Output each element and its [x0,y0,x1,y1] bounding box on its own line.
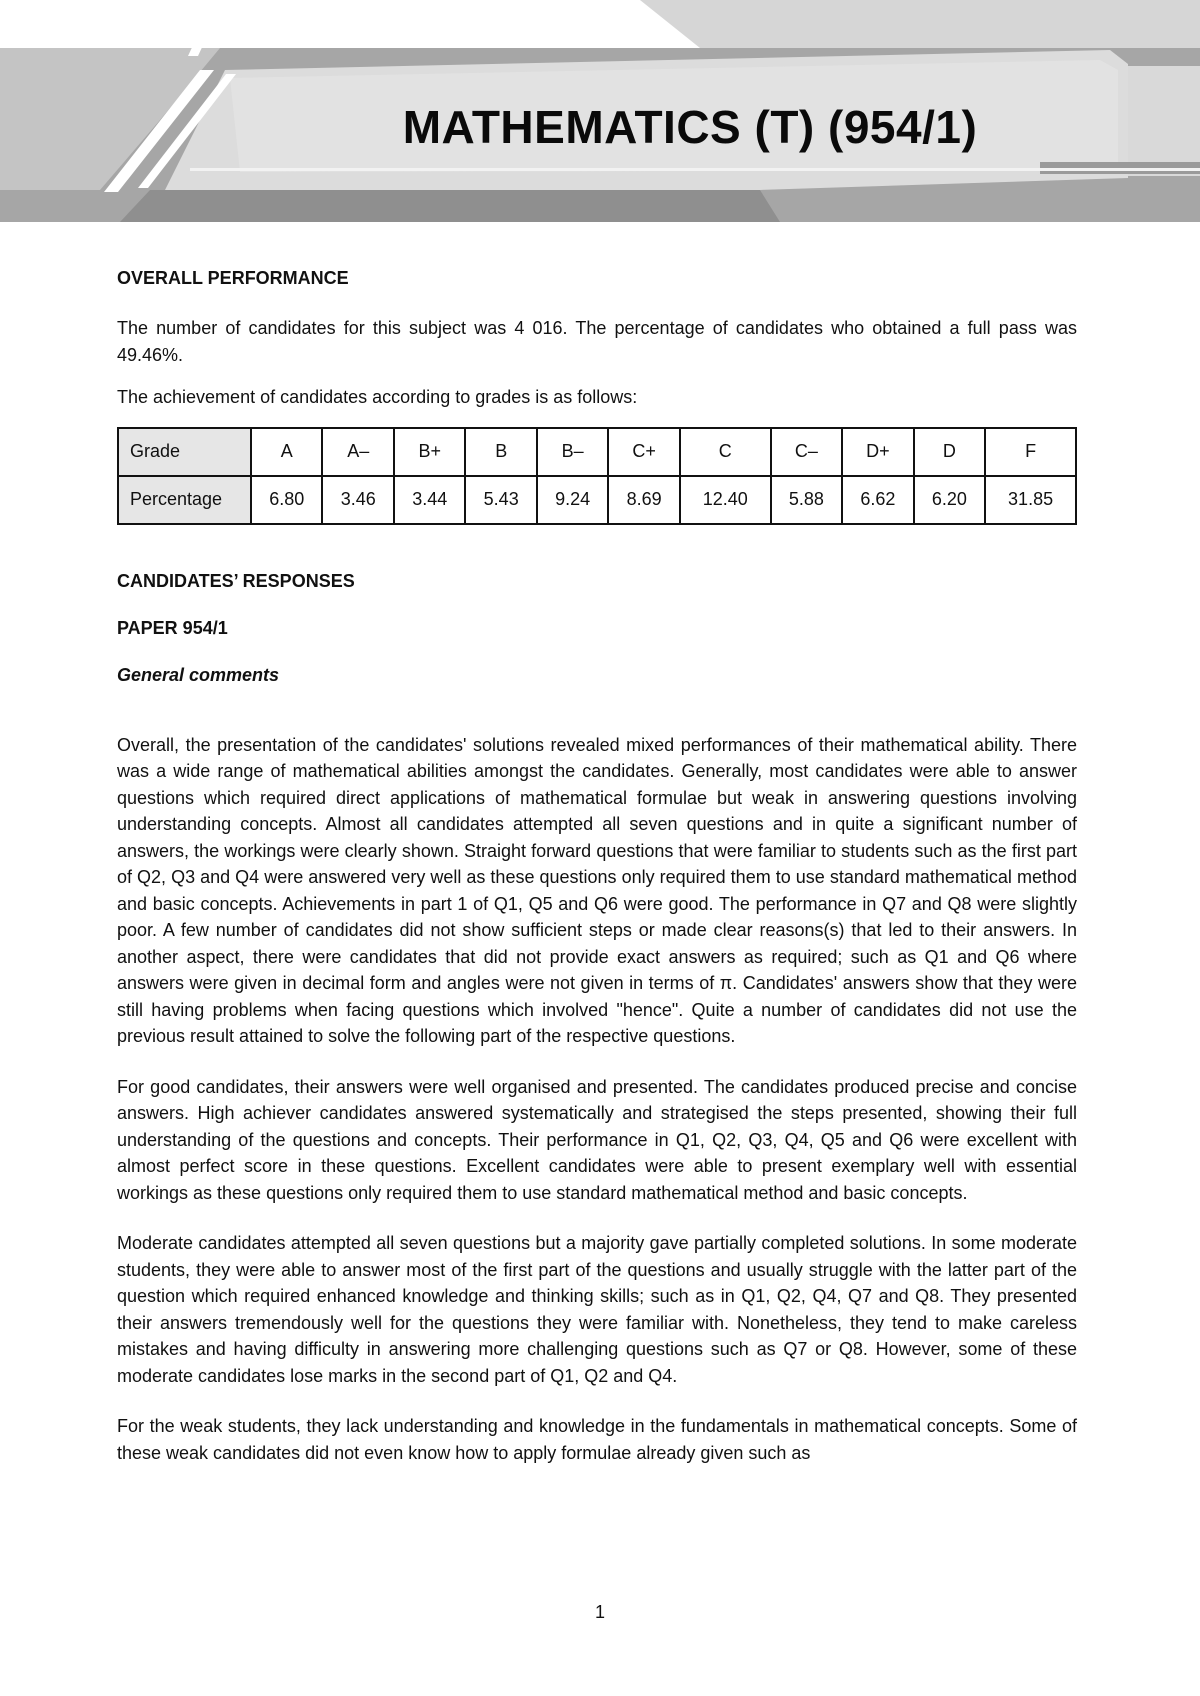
candidates-responses-heading: CANDIDATES’ RESPONSES [117,570,355,591]
percentage-cell: 8.69 [608,476,679,524]
document-body [117,268,1077,1466]
grade-cell: A– [322,428,393,476]
body-paragraph: For good candidates, their answers were well organised and presented. The candidates produced precise and concise answers. High achiever candidates answered systematically and strategised the steps presented, showing their full understanding of the questions and concepts. Their performance in Q1, Q2, Q3, Q4, Q5 and Q6 were excellent with almost perfect score in these questions. Excellent candidates were able to present exemplary well with essential workings as these questions only required them to use standard mathematical method and basic concepts. [117,1076,1077,1203]
percentage-cell: 6.80 [251,476,322,524]
grade-cell: D [914,428,985,476]
grade-cell: F [985,428,1076,476]
percentage-cell: 6.62 [842,476,913,524]
grade-cell: B– [537,428,608,476]
percentage-cell: 9.24 [537,476,608,524]
body-paragraph: For the weak students, they lack understanding and knowledge in the fundamentals in mathematical concepts. Some of these weak candidates did not even know how to apply formulae already given such as [117,1416,1077,1463]
overall-summary: The number of candidates for this subject was 4 016. The percentage of candidates who obtained a full pass was 49.46%. [117,318,1077,365]
grade-row [118,428,1076,476]
overall-performance-heading: OVERALL PERFORMANCE [117,268,349,288]
percentage-cell: 31.85 [985,476,1076,524]
grades-table [117,427,1077,525]
percentage-cell: 6.20 [914,476,985,524]
paper-heading: PAPER 954/1 [117,617,228,638]
grade-cell: A [251,428,322,476]
percentage-cell: 3.44 [394,476,465,524]
page-number: 1 [594,1602,605,1622]
percentage-row [118,476,1076,524]
body-paragraph: Moderate candidates attempted all seven questions but a majority gave partially completed solutions. In some moderate students, they were able to answer most of the first part of the questions and usually struggle with the latter part of the question which required enhanced knowledge and thinking skills; such as in Q1, Q2, Q4, Q7 and Q8. They presented their answers tremendously well for the questions they were familiar with. Nonetheless, they tend to make careless mistakes and having difficulty in answering more challenging questions such as Q7 or Q8. However, some of these moderate candidates lose marks in the second part of Q1, Q2 and Q4. [117,1233,1077,1386]
grades-intro: The achievement of candidates according to grades is as follows: [117,387,638,407]
body-paragraph: Overall, the presentation of the candidates' solutions revealed mixed performances of their mathematical ability. There was a wide range of mathematical abilities amongst the candidates. Generally, most candidates were able to answer questions which required direct applications of mathematical formulae but weak in answering questions involving understanding concepts. Almost all candidates attempted all seven questions and in quite a significant number of answers, the workings were clearly shown. Straight forward questions that were familiar to students such as the first part of Q2, Q3 and Q4 were answered very well as these questions only required them to use standard mathematical method and basic concepts. Achievements in part 1 of Q1, Q5 and Q6 were good. The performance in Q7 and Q8 were slightly poor. A few number of candidates did not show sufficient steps or made clear reasons(s) that led to their answers. In another aspect, there were candidates that did not provide exact answers as required; such as Q1 and Q6 where answers were given in decimal form and angles were not given in terms of π. Candidates' answers show that they were still having problems when facing questions which involved "hence". Quite a number of candidates did not use the previous result attained to solve the following part of the respective questions. [117,734,1077,1046]
grade-cell: B [465,428,536,476]
percentage-cell: 5.88 [771,476,842,524]
grade-cell: C+ [608,428,679,476]
general-comments-heading: General comments [117,664,280,685]
percentage-label: Percentage [118,476,251,524]
page-title: MATHEMATICS (T) (954/1) [402,101,978,153]
percentage-cell: 3.46 [322,476,393,524]
percentage-cell: 12.40 [680,476,771,524]
grade-cell: D+ [842,428,913,476]
grade-cell: C– [771,428,842,476]
grade-cell: B+ [394,428,465,476]
grade-label: Grade [118,428,251,476]
grade-cell: C [680,428,771,476]
percentage-cell: 5.43 [465,476,536,524]
